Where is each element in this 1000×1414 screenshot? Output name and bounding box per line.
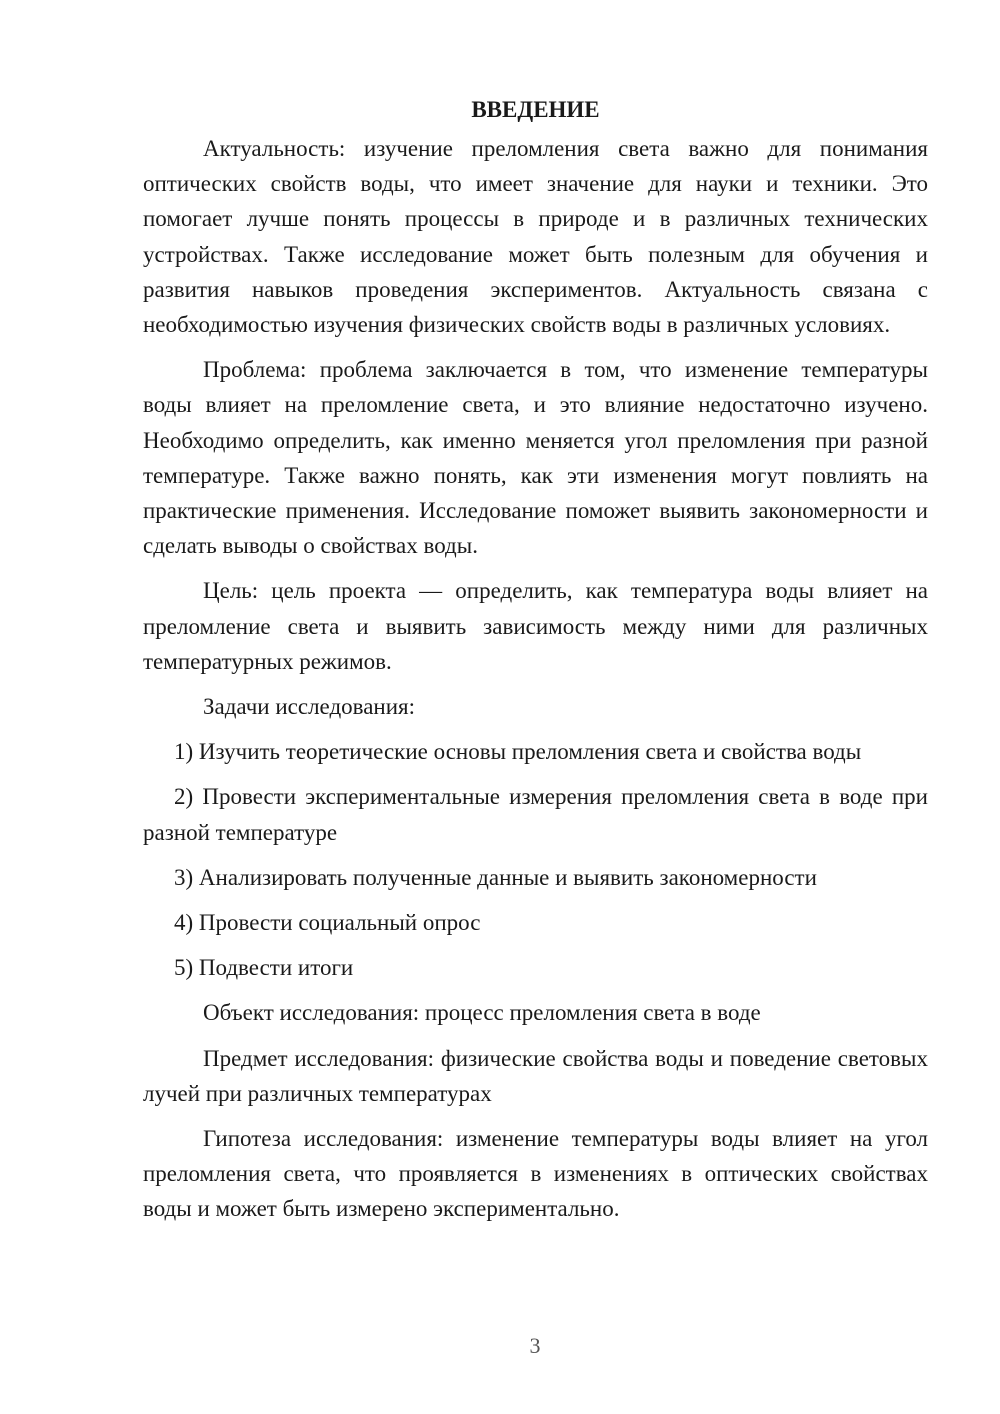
list-item-task-4: 4) Провести социальный опрос <box>174 910 481 936</box>
document-page <box>143 92 928 1237</box>
paragraph-subject: Предмет исследования: физические свойства воды и поведение световых лучей при различных температурах <box>143 1045 928 1106</box>
list-item-task-5: 5) Подвести итоги <box>174 955 354 981</box>
paragraph-relevance: Актуальность: изучение преломления света важно для понимания оптических свойств воды, что имеет значение для науки и техники. Это помогает лучше понять процессы в природе и в различных технических устройствах. Также исследование может быть полезным для обучения и развития навыков проведения экспериментов. Актуальность связана с необходимостью изучения физических свойств воды в различных условиях. <box>143 136 928 338</box>
paragraph-goal: Цель: цель проекта — определить, как температура воды влияет на преломление света и выявить зависимость между ними для различных температурных режимов. <box>143 578 928 674</box>
page-title: ВВЕДЕНИЕ <box>471 97 600 122</box>
list-item-task-1: 1) Изучить теоретические основы преломления света и свойства воды <box>174 739 862 765</box>
list-item-task-3: 3) Анализировать полученные данные и выявить закономерности <box>174 864 817 890</box>
paragraph-object: Объект исследования: процесс преломления света в воде <box>203 1000 761 1026</box>
page-number: 3 <box>529 1333 541 1358</box>
paragraph-problem: Проблема: проблема заключается в том, что изменение температуры воды влияет на преломление света, и это влияние недостаточно изучено. Необходимо определить, как именно меняется угол преломления при разной температуре. Также важно понять, как эти изменения могут повлиять на практические применения. Исследование поможет выявить закономерности и сделать выводы о свойствах воды. <box>143 357 928 559</box>
paragraph-tasks-title: Задачи исследования: <box>203 694 416 720</box>
paragraph-hypothesis: Гипотеза исследования: изменение температуры воды влияет на угол преломления света, что проявляется в изменениях в оптических свойствах воды и может быть измерено экспериментально. <box>143 1126 928 1222</box>
list-item-task-2: 2) Провести экспериментальные измерения преломления света в воде при разной температуре <box>143 784 928 845</box>
